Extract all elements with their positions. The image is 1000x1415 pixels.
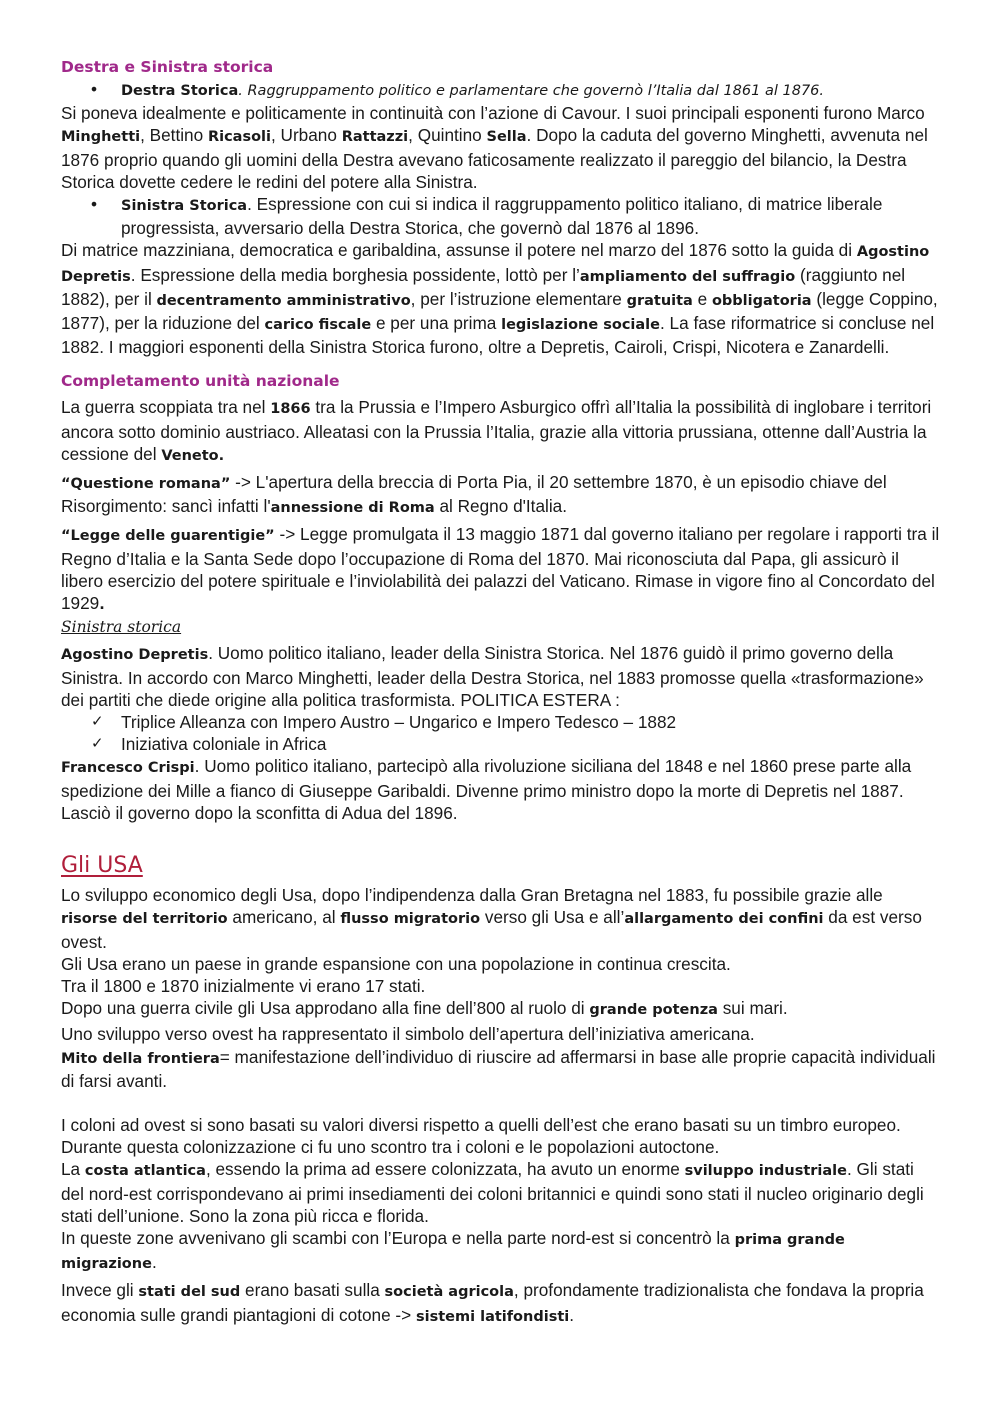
paragraph-sinistra: Di matrice mazziniana, democratica e garibaldina, assunse il potere nel marzo del 1876 sotto la guida di Agostino Depretis. Espressione della media borghesia possidente, lottò per l’ampliamento del suffragio (raggiunto nel 1882), per il decentramento amministrativo, per l’istruzione elementare gratuita e obbligatoria (legge Coppino, 1877), per la riduzione del carico fiscale e per una prima legislazione sociale. La fase riformatrice si concluse nel 1882. I maggiori esponenti della Sinistra Storica furono, oltre a Depretis, Cairoli, Crispi, Nicotera e Zanardelli. [61, 240, 938, 358]
line-sviluppo-ovest: Uno sviluppo verso ovest ha rappresentato il simbolo dell’apertura dell’iniziativa americana. [61, 1024, 755, 1045]
bullet-destra-storica: • Destra Storica. Raggruppamento politico e parlamentare che governò l’Italia dal 1861 al 1876. [91, 79, 825, 99]
paragraph-questione-romana: “Questione romana” -> L'apertura della breccia di Porta Pia, il 20 settembre 1870, è un episodio chiave del Risorgimento: sancì infatti l'annessione di Roma al Regno d'Italia. [61, 472, 887, 517]
check-item-africa: ✓ Iniziativa coloniale in Africa [91, 734, 327, 755]
section-heading-usa: Gli USA [61, 853, 143, 879]
line-costa-atlantica: La costa atlantica, essendo la prima ad essere colonizzata, ha avuto un enorme sviluppo industriale. Gli stati del nord-est corrispondevano ai primi insediamenti dei coloni britannici e quindi sono stati il nucleo originario degli stati dell’unione. Sono la zona più ricca e florida. [61, 1159, 924, 1226]
paragraph-crispi: Francesco Crispi. Uomo politico italiano, partecipò alla rivoluzione siciliana del 1848 e nel 1860 prese parte alla spedizione dei Mille a fianco di Giuseppe Garibaldi. Divenne primo ministro dopo la morte di Depretis nel 1887. Lasciò il governo dopo la sconfitta di Adua del 1896. [61, 756, 912, 823]
subheading-sinistra-storica: Sinistra storica [61, 618, 182, 637]
paragraph-destra: Si poneva idealmente e politicamente in continuità con l’azione di Cavour. I suoi principali esponenti furono Marco Minghetti, Bettino Ricasoli, Urbano Rattazzi, Quintino Sella. Dopo la caduta del governo Minghetti, avvenuta nel 1876 proprio quando gli uomini della Destra avevano faticosamente realizzato il pareggio del bilancio, la Destra Storica dovette cedere le redini del potere alla Sinistra. [61, 103, 928, 192]
check-item-triplice: ✓ Triplice Alleanza con Impero Austro – Ungarico e Impero Tedesco – 1882 [91, 712, 677, 733]
line-mito-frontiera: Mito della frontiera= manifestazione dell’individuo di riuscire ad affermarsi in base alle proprie capacità individuali di farsi avanti. [61, 1046, 936, 1091]
line-stati: Tra il 1800 e 1870 inizialmente vi erano 17 stati. [61, 975, 426, 996]
section-heading-completamento: Completamento unità nazionale [61, 372, 340, 391]
line-espansione: Gli Usa erano un paese in grande espansione con una popolazione in continua crescita. [61, 953, 731, 974]
bullet-sinistra-storica: • Sinistra Storica. Espressione con cui si indica il raggruppamento politico italiano, di matrice liberale progressista, avversario della Destra Storica, che governò dal 1876 al 1896. [91, 194, 883, 239]
line-scontro: Durante questa colonizzazione ci fu uno scontro tra i coloni e le popolazioni autoctone. [61, 1137, 720, 1158]
line-guerra-civile: Dopo una guerra civile gli Usa approdano alla fine dell’800 al ruolo di grande potenza sui mari. [61, 998, 788, 1019]
bullet-icon: • [91, 194, 98, 215]
paragraph-legge-guarentigie: “Legge delle guarentigie” -> Legge promulgata il 13 maggio 1871 dal governo italiano per regolare i rapporti tra il Regno d’Italia e la Santa Sede dopo l’occupazione di Roma del 1870. Mai riconosciuta dal Papa, gli assicurò il libero esercizio del potere spirituale e l’inviolabilità dei palazzi del Vaticano. Rimase in vigore fino al Concordato del 1929. [61, 524, 940, 614]
bullet-icon: • [91, 79, 98, 99]
line-stati-sud: Invece gli stati del sud erano basati sulla società agricola, profondamente tradizionalista che fondava la propria economia sulle grandi piantagioni di cotone -> sistemi latifondisti. [61, 1280, 924, 1325]
line-migrazione: In queste zone avvenivano gli scambi con l’Europa e nella parte nord-est si concentrò la prima grande migrazione. [61, 1227, 845, 1273]
paragraph-usa-sviluppo: Lo sviluppo economico degli Usa, dopo l’indipendenza dalla Gran Bretagna nel 1883, fu possibile grazie alle risorse del territorio americano, al flusso migratorio verso gli Usa e all’allargamento dei confini da est verso ovest. [61, 885, 922, 952]
paragraph-1866: La guerra scoppiata tra nel 1866 tra la Prussia e l’Impero Asburgico offrì all’Italia la possibilità di inglobare i territori ancora sotto dominio austriaco. Alleatasi con la Prussia l’Italia, grazie alla vittoria prussiana, ottenne dall’Austria la cessione del Veneto. [61, 397, 932, 464]
check-icon: ✓ [91, 735, 104, 753]
section-heading-destra-sinistra: Destra e Sinistra storica [61, 58, 274, 76]
check-icon: ✓ [91, 713, 104, 731]
paragraph-depretis: Agostino Depretis. Uomo politico italiano, leader della Sinistra Storica. Nel 1876 guidò il primo governo della Sinistra. In accordo con Marco Minghetti, leader della Destra Storica, nel 1883 promosse quella «trasformazione» dei partiti che diede origine alla politica trasformista. POLITICA ESTERA : [61, 643, 924, 710]
document-body [61, 56, 941, 1328]
line-coloni-ovest: I coloni ad ovest si sono basati su valori diversi rispetto a quelli dell’est che erano basati su un timbro europeo. [61, 1114, 901, 1135]
